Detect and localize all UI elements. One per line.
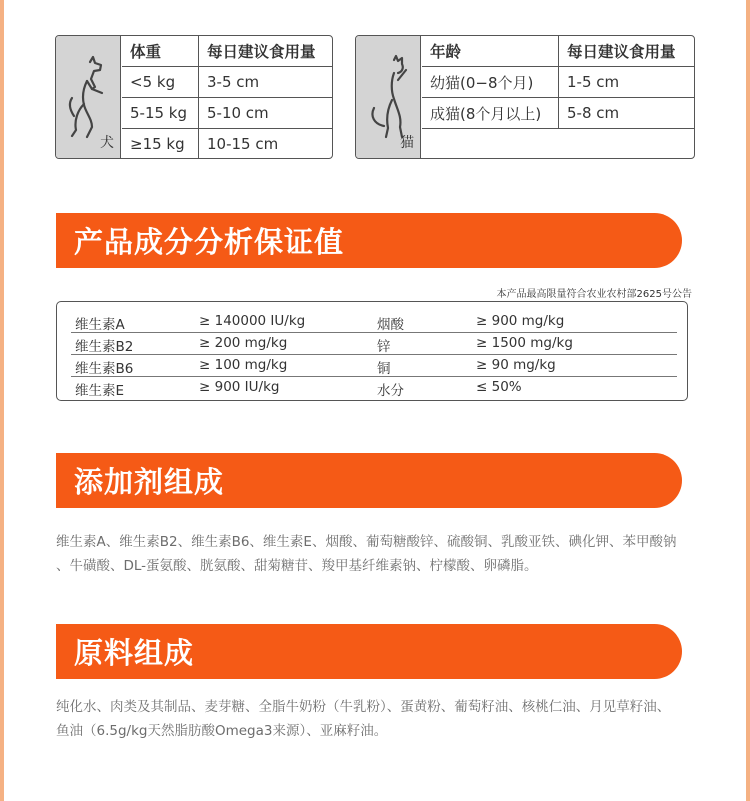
analysis-row [71,310,677,333]
analysis-banner [56,213,682,268]
cat-grid [422,36,694,158]
dog-feeding-table [55,35,333,159]
cat-feeding-table [355,35,695,159]
cat-picture-panel [356,36,421,158]
additive-list [56,530,696,578]
nutrient-value: ≥ 200 mg/kg [199,335,288,351]
cat-header-row [422,36,694,67]
cat-silhouette-icon [360,54,416,144]
dog-grid [122,36,332,158]
analysis-row [71,354,677,377]
cat-row [422,67,694,98]
nutrient-name: 水分 [377,383,404,399]
dog-weight-cell: ≥15 kg [130,135,185,153]
additive-banner [56,453,682,508]
additive-line: 、牛磺酸、DL-蛋氨酸、胱氨酸、甜菊糖苷、羧甲基纤维素钠、柠檬酸、卵磷脂。 [56,558,538,574]
nutrient-name: 维生素B6 [75,361,134,377]
ingredient-banner [56,624,682,679]
nutrient-value: ≥ 1500 mg/kg [476,335,573,351]
analysis-row [71,376,677,398]
dog-silhouette-icon [60,54,116,144]
dog-weight-cell: 5-15 kg [130,104,188,122]
cat-amount-cell: 5-8 cm [558,98,694,128]
nutrient-value: ≥ 100 mg/kg [199,357,288,373]
dog-row [122,98,332,129]
analysis-row [71,332,677,355]
ingredient-line: 鱼油（6.5g/kg天然脂肪酸Omega3来源）、亚麻籽油。 [56,723,388,739]
nutrient-value: ≥ 140000 IU/kg [199,313,306,329]
analysis-title: 产品成分分析保证值 [74,225,345,259]
nutrient-value: ≤ 50% [476,379,522,395]
dog-row [122,67,332,98]
nutrient-name: 烟酸 [377,317,404,333]
cat-amount-cell: 1-5 cm [558,67,694,97]
dog-row [122,129,332,159]
dog-picture-panel [56,36,121,158]
cat-age-cell: 成猫(8个月以上) [430,104,542,123]
cat-header-age: 年龄 [430,43,462,61]
nutrient-name: 维生素B2 [75,339,134,355]
dog-header-weight: 体重 [130,43,162,61]
dog-header-row [122,36,332,67]
nutrient-name: 锌 [377,339,391,355]
dog-header-amount: 每日建议食用量 [198,36,332,66]
nutrient-name: 维生素A [75,317,125,333]
additive-line: 维生素A、维生素B2、维生素B6、维生素E、烟酸、葡萄糖酸锌、硫酸铜、乳酸亚铁、碘化钾、苯甲酸钠 [56,534,677,550]
ingredient-title: 原料组成 [74,636,195,670]
nutrient-name: 维生素E [75,383,125,399]
cat-tag: 猫 [400,135,414,151]
additive-title: 添加剂组成 [74,465,225,499]
dog-amount-cell: 3-5 cm [198,67,332,97]
dog-amount-cell: 10-15 cm [198,129,332,159]
regulation-note: 本产品最高限量符合农业农村部2625号公告 [496,289,692,300]
nutrient-value: ≥ 90 mg/kg [476,357,556,373]
nutrient-name: 铜 [377,361,391,377]
dog-weight-cell: <5 kg [130,73,176,91]
dog-tag: 犬 [100,135,114,151]
nutrient-value: ≥ 900 IU/kg [199,379,280,395]
page-edge-left [0,0,4,801]
analysis-table [56,301,688,401]
cat-age-cell: 幼猫(0−8个月) [430,73,534,92]
cat-header-amount: 每日建议食用量 [558,36,694,66]
cat-row [422,98,694,129]
ingredient-list [56,695,696,743]
dog-amount-cell: 5-10 cm [198,98,332,128]
cat-empty-row [422,129,694,159]
ingredient-line: 纯化水、肉类及其制品、麦芽糖、全脂牛奶粉（牛乳粉）、蛋黄粉、葡萄籽油、核桃仁油、月见草籽油、 [56,699,671,715]
nutrient-value: ≥ 900 mg/kg [476,313,565,329]
page-edge-right [746,0,750,801]
